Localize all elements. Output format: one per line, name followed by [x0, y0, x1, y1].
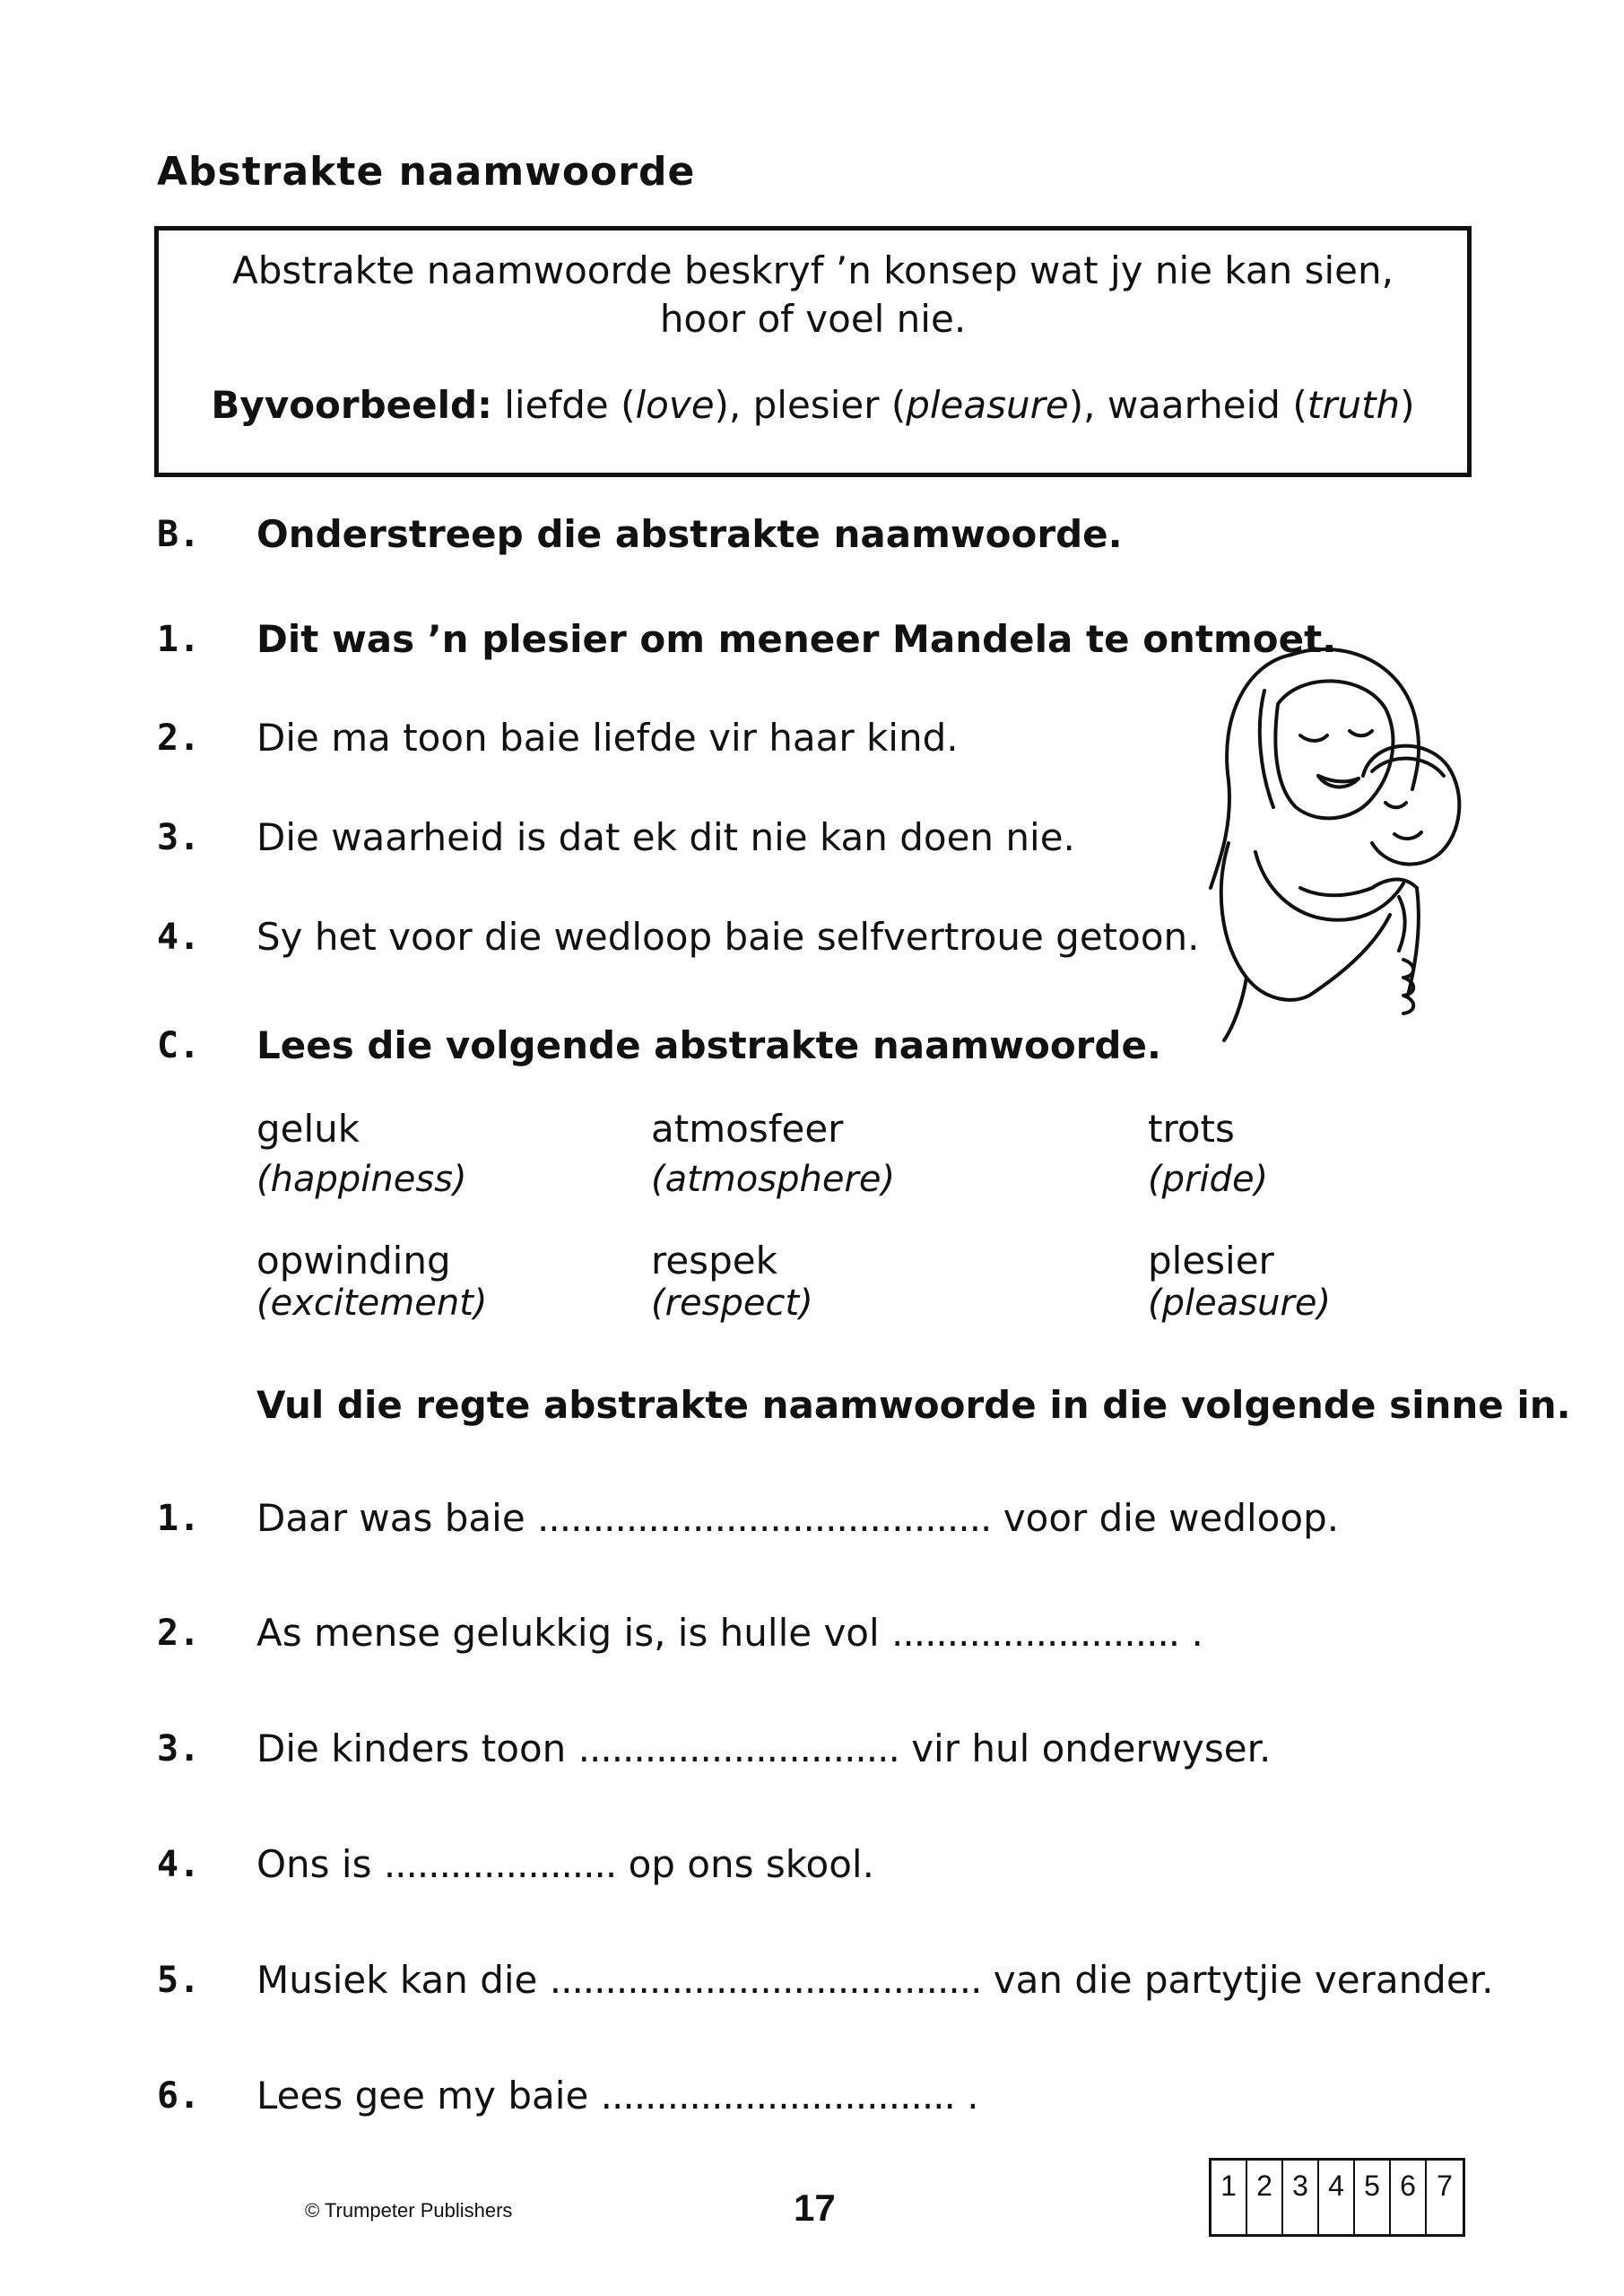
c-item-3-blank[interactable]: ............................. [578, 1726, 899, 1770]
c-item-2-before: As mense gelukkig is, is hulle vol [256, 1611, 880, 1655]
c-item-4-blank[interactable]: ..................... [383, 1842, 617, 1886]
section-b-letter: B. [157, 514, 201, 555]
mother-hugging-child-icon [1193, 619, 1471, 1049]
word-geluk-translation: (happiness) [256, 1159, 467, 1200]
score-cell[interactable]: 4 [1319, 2161, 1355, 2234]
section-c-instruction: Lees die volgende abstrakte naamwoorde. [256, 1023, 1161, 1067]
section-b-instruction: Onderstreep die abstrakte naamwoorde. [256, 512, 1123, 556]
c-item-5-number: 5. [157, 1960, 201, 2001]
score-cell[interactable]: 7 [1437, 2170, 1453, 2202]
c-item-1-after: voor die wedloop. [1003, 1496, 1340, 1540]
c-item-1-before: Daar was baie [256, 1496, 525, 1540]
c-item-4-number: 4. [157, 1844, 201, 1885]
c-item-3-before: Die kinders toon [256, 1726, 567, 1770]
word-respek: respek [651, 1239, 777, 1283]
definition-line-1: Abstrakte naamwoorde beskryf ’n konsep wat jy nie kan sien, [232, 248, 1394, 292]
c-item-1-number: 1. [157, 1498, 201, 1539]
fill-instruction: Vul die regte abstrakte naamwoorde in die volgende sinne in. [256, 1383, 1571, 1427]
word-plesier-translation: (pleasure) [1148, 1283, 1332, 1324]
c-item-4-before: Ons is [256, 1842, 372, 1886]
score-cell[interactable]: 2 [1247, 2161, 1283, 2234]
c-item-5-before: Musiek kan die [256, 1958, 538, 2002]
score-cell[interactable]: 1 [1211, 2161, 1247, 2234]
c-item-3-number: 3. [157, 1728, 201, 1770]
b-item-4-text: Sy het voor die wedloop baie selfvertroue getoon. [256, 915, 1200, 959]
c-item-5-blank[interactable]: ....................................... [549, 1958, 982, 2002]
page-title: Abstrakte naamwoorde [157, 149, 696, 195]
example-2-af: plesier [752, 383, 880, 427]
word-trots: trots [1148, 1107, 1235, 1151]
c-item-6-sentence [256, 2074, 979, 2118]
c-item-6-after: . [967, 2074, 979, 2118]
b-item-1-number: 1. [157, 619, 201, 660]
score-box [1209, 2158, 1465, 2237]
c-item-2-blank[interactable]: .......................... [891, 1611, 1180, 1655]
example-3-af: waarheid [1107, 383, 1281, 427]
definition-box [154, 226, 1472, 477]
b-item-3-number: 3. [157, 817, 201, 858]
example-label: Byvoorbeeld: [211, 383, 492, 427]
example-1-af: liefde [504, 383, 609, 427]
example-3-en: truth [1307, 383, 1401, 427]
word-opwinding: opwinding [256, 1239, 451, 1283]
section-c-letter: C. [157, 1025, 201, 1066]
c-item-2-number: 2. [157, 1613, 201, 1654]
c-item-1-blank[interactable]: ......................................... [537, 1496, 992, 1540]
c-item-4-sentence [256, 1842, 874, 1886]
word-atmosfeer: atmosfeer [651, 1107, 844, 1151]
word-atmosfeer-translation: (atmosphere) [651, 1159, 896, 1200]
word-opwinding-translation: (excitement) [256, 1283, 488, 1324]
c-item-1-sentence [256, 1496, 1339, 1540]
word-trots-translation: (pride) [1148, 1159, 1269, 1200]
example-2-en: pleasure [906, 383, 1069, 427]
score-cell[interactable]: 3 [1283, 2161, 1319, 2234]
b-item-1-text: Dit was ’n plesier om meneer Mandela te ontmoet. [256, 617, 1337, 661]
c-item-6-blank[interactable]: ................................ [600, 2074, 955, 2118]
score-cell[interactable]: 5 [1355, 2161, 1391, 2234]
definition-examples: Byvoorbeeld: liefde (love), plesier (pleasure), waarheid (truth) [211, 383, 1415, 427]
b-item-4-number: 4. [157, 917, 201, 958]
c-item-2-sentence [256, 1611, 1203, 1655]
example-1-en: love [635, 383, 715, 427]
c-item-6-before: Lees gee my baie [256, 2074, 589, 2118]
b-item-2-number: 2. [157, 718, 201, 759]
c-item-4-after: op ons skool. [628, 1842, 874, 1886]
c-item-5-sentence [256, 1958, 1493, 2002]
c-item-6-number: 6. [157, 2075, 201, 2117]
word-geluk: geluk [256, 1107, 360, 1151]
word-respek-translation: (respect) [651, 1283, 813, 1324]
c-item-3-after: vir hul onderwyser. [911, 1726, 1272, 1770]
score-cell[interactable]: 6 [1391, 2161, 1427, 2234]
copyright: © Trumpeter Publishers [305, 2199, 513, 2222]
definition-line-2: hoor of voel nie. [659, 297, 967, 341]
c-item-2-after: . [1191, 1611, 1203, 1655]
page-number: 17 [794, 2187, 836, 2229]
b-item-3-text: Die waarheid is dat ek dit nie kan doen nie. [256, 815, 1075, 859]
word-plesier: plesier [1148, 1239, 1274, 1283]
b-item-2-text: Die ma toon baie liefde vir haar kind. [256, 716, 959, 760]
c-item-3-sentence [256, 1726, 1271, 1770]
c-item-5-after: van die partytjie verander. [993, 1958, 1494, 2002]
